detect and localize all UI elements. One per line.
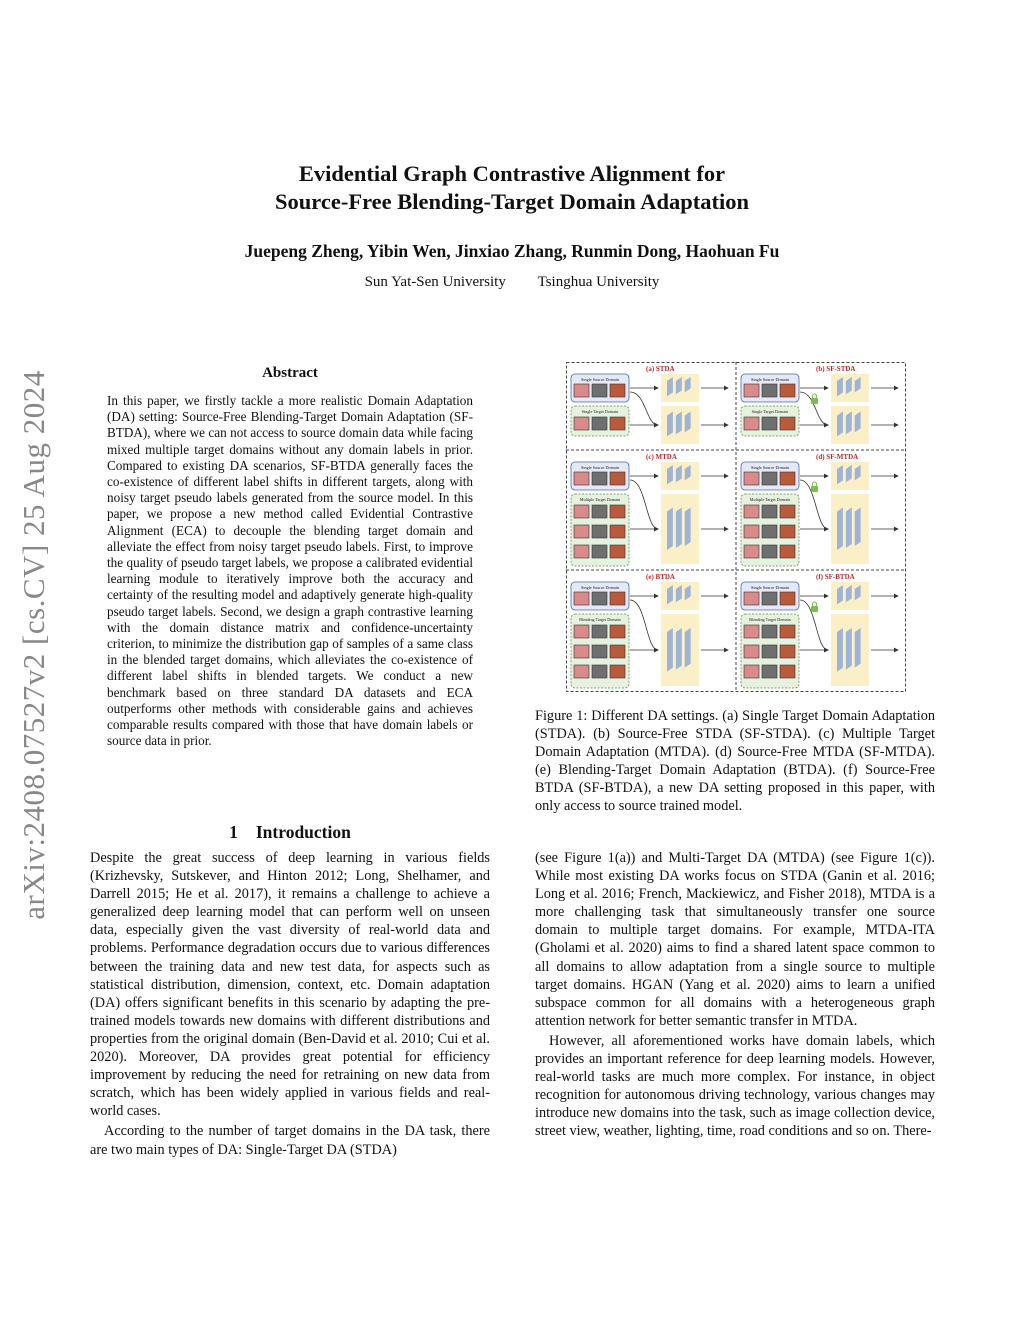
target-model-layer	[837, 412, 843, 437]
target-sample-image	[762, 417, 777, 430]
source-sample-image	[574, 384, 589, 397]
target-sample-image	[610, 625, 625, 638]
target-sample-image	[610, 525, 625, 538]
panel-title: (c) MTDA	[646, 453, 677, 461]
source-sample-image	[592, 384, 607, 397]
target-sample-image	[780, 505, 795, 518]
source-sample-image	[762, 384, 777, 397]
target-sample-image	[762, 505, 777, 518]
target-domain-box-label: Blending Target Domain	[579, 617, 621, 622]
target-sample-image	[780, 545, 795, 558]
section-number: 1	[229, 822, 238, 842]
source-sample-image	[610, 592, 625, 605]
source-sample-image	[780, 384, 795, 397]
source-sample-image	[762, 592, 777, 605]
flow-arrow	[630, 600, 658, 650]
paper-title	[0, 160, 1024, 216]
target-model-layer	[855, 628, 861, 668]
target-sample-image	[780, 665, 795, 678]
left-column-body	[90, 849, 490, 1159]
source-domain-box-label: Single Source Domain	[581, 585, 619, 590]
source-sample-image	[574, 472, 589, 485]
flow-arrow	[630, 480, 658, 529]
lock-icon	[811, 398, 818, 404]
target-sample-image	[574, 525, 589, 538]
source-sample-image	[592, 592, 607, 605]
panel-title: (b) SF-STDA	[816, 365, 856, 373]
target-domain-box-label: Single Target Domain	[751, 409, 789, 414]
target-sample-image	[592, 665, 607, 678]
target-model-layer	[846, 628, 852, 670]
source-sample-image	[780, 592, 795, 605]
target-domain-box-label: Multiple Target Domain	[579, 497, 621, 502]
affiliation-1: Sun Yat-Sen University	[364, 274, 506, 290]
target-sample-image	[592, 545, 607, 558]
target-sample-image	[610, 505, 625, 518]
target-sample-image	[592, 625, 607, 638]
abstract-heading: Abstract	[262, 365, 318, 381]
panel-title: (d) SF-MTDA	[816, 453, 859, 461]
figure-canvas	[566, 362, 906, 692]
target-model-layer	[685, 508, 691, 547]
target-sample-image	[762, 625, 777, 638]
target-model-layer	[667, 508, 673, 551]
source-sample-image	[780, 472, 795, 485]
target-sample-image	[762, 665, 777, 678]
flow-arrow	[630, 392, 658, 425]
author-list: Juepeng Zheng, Yibin Wen, Jinxiao Zhang, Runmin Dong, Haohuan Fu	[244, 241, 780, 261]
target-sample-image	[762, 525, 777, 538]
target-sample-image	[574, 545, 589, 558]
source-domain-box-label: Single Source Domain	[751, 465, 789, 470]
target-model-layer	[846, 412, 852, 435]
target-sample-image	[744, 417, 759, 430]
title-line-2: Source-Free Blending-Target Domain Adaptation	[275, 189, 749, 214]
panel-title: (e) BTDA	[646, 573, 675, 581]
target-model-layer	[676, 508, 682, 549]
source-sample-image	[610, 472, 625, 485]
source-sample-image	[744, 592, 759, 605]
target-sample-image	[574, 505, 589, 518]
target-sample-image	[610, 665, 625, 678]
target-model-layer	[855, 508, 861, 547]
target-sample-image	[780, 625, 795, 638]
target-model-layer	[837, 508, 843, 551]
source-domain-box-label: Single Source Domain	[581, 465, 619, 470]
lock-icon	[813, 482, 817, 486]
source-domain-box-label: Single Source Domain	[751, 377, 789, 382]
target-model-layer	[846, 508, 852, 549]
target-sample-image	[574, 625, 589, 638]
affiliation-2: Tsinghua University	[537, 274, 660, 290]
target-domain-box-label: Blending Target Domain	[749, 617, 791, 622]
target-sample-image	[610, 645, 625, 658]
lock-icon	[813, 602, 817, 606]
target-sample-image	[574, 645, 589, 658]
right-column-body	[535, 849, 935, 1141]
target-sample-image	[610, 417, 625, 430]
target-model-layer	[837, 628, 843, 672]
target-sample-image	[610, 545, 625, 558]
target-sample-image	[744, 525, 759, 538]
target-sample-image	[574, 417, 589, 430]
target-model-layer	[676, 628, 682, 670]
target-sample-image	[592, 417, 607, 430]
figure-caption: Figure 1: Different DA settings. (a) Single Target Domain Adaptation (STDA). (b) Source-Free STDA (SF-STDA). (c) Multiple Target Domain Adaptation (MTDA). (d) Source-Free MTDA (SF-MTDA). (e) Blending-Target Domain Adaptation (BTDA). (f) Source-Free BTDA (SF-BTDA), a new DA setting proposed in this paper, with only access to source trained model.	[535, 708, 935, 815]
target-sample-image	[744, 645, 759, 658]
source-sample-image	[574, 592, 589, 605]
paragraph: According to the number of target domains in the DA task, there are two main types of DA: Single-Target DA (STDA)	[90, 1123, 490, 1158]
section-title: Introduction	[255, 822, 351, 842]
source-sample-image	[744, 384, 759, 397]
lock-icon	[813, 394, 817, 398]
source-sample-image	[762, 472, 777, 485]
target-model-layer	[667, 628, 673, 672]
abstract-text: In this paper, we firstly tackle a more realistic Domain Adaptation (DA) setting: Source-Free Blending-Target Domain Adaptation (SF-BTDA), where we can not access to source domain data while facing mixed multiple target domains without any domain labels in prior. Compared to existing DA scenarios, SF-BTDA generally faces the co-existence of different label shifts in different targets, along with noisy target pseudo labels generated from the source model. In this paper, we propose a new method called Evidential Contrastive Alignment (ECA) to decouple the blending target domain and alleviate the effect from noisy target pseudo labels. First, to improve the quality of pseudo target labels, we propose a calibrated evidential learning module to iteratively improve both the accuracy and certainty of the resulting model and adaptively generate high-quality pseudo target labels. Second, we design a graph contrastive learning with the domain distance matrix and confidence-uncertainty criterion, to minimize the distribution gap of samples of a same class in the blended target domains, which alleviates the co-existence of different label shifts in blended targets. We conduct a new benchmark based on three standard DA datasets and ECA outperforms other methods with considerable gains and achieves comparable results compared with those that have domain labels or source data in prior.	[107, 393, 473, 749]
target-model-layer	[685, 628, 691, 668]
source-domain-box-label: Single Source Domain	[751, 585, 789, 590]
title-line-1: Evidential Graph Contrastive Alignment for	[298, 161, 726, 186]
paragraph: Despite the great success of deep learning in various fields (Krizhevsky, Sutskever, and Hinton 2012; Long, Shelhamer, and Darrell 2015; He et al. 2017), it remains a challenge to achieve a generalized deep learning model that can perform well on unseen data, especially given the vast diversity of real-world data and problems. Performance degradation occurs due to various differences between the training data and new test data, for aspects such as statistical distribution, dimension, context, etc. Domain adaptation (DA) offers significant benefits in this scenario by adapting the pre-trained models towards new domains with different distributions and properties from the original domain (Ben-David et al. 2010; Cui et al. 2020). Moreover, DA provides great potential for efficiency improvement by reducing the need for retraining on new data from scratch, which has been widely applied in various fields and real-world cases.	[90, 850, 490, 1120]
target-sample-image	[762, 545, 777, 558]
arxiv-identifier: arXiv:2408.07527v2 [cs.CV] 25 Aug 2024	[16, 370, 51, 920]
target-sample-image	[762, 645, 777, 658]
target-domain-box-label: Multiple Target Domain	[749, 497, 791, 502]
flow-arrow	[800, 392, 828, 425]
target-sample-image	[592, 645, 607, 658]
target-sample-image	[592, 505, 607, 518]
source-sample-image	[592, 472, 607, 485]
source-sample-image	[610, 384, 625, 397]
target-sample-image	[780, 645, 795, 658]
target-sample-image	[744, 545, 759, 558]
target-model-layer	[667, 412, 673, 437]
target-domain-box-label: Single Target Domain	[581, 409, 619, 414]
paragraph: (see Figure 1(a)) and Multi-Target DA (MTDA) (see Figure 1(c)). While most existing DA works focus on STDA (Ganin et al. 2016; Long et al. 2016; French, Mackiewicz, and Fisher 2018), MTDA is a more challenging task that simultaneously transfer one source domain to multiple target domains. For example, MTDA-ITA (Gholami et al. 2020) aims to find a shared latent space common to all domains to allow adaptation from a single source to multiple target domains. HGAN (Yang et al. 2020) aims to learn a unified subspace common for all domains with a heterogeneous graph attention network for better semantic transfer in MTDA.	[535, 850, 935, 1029]
panel-title: (a) STDA	[646, 365, 675, 373]
source-sample-image	[744, 472, 759, 485]
target-sample-image	[574, 665, 589, 678]
target-model-layer	[676, 412, 682, 435]
figure-da-settings	[566, 362, 906, 692]
target-sample-image	[780, 525, 795, 538]
source-domain-box-label: Single Source Domain	[581, 377, 619, 382]
panel-title: (f) SF-BTDA	[816, 573, 855, 581]
affiliations	[0, 274, 1024, 291]
target-sample-image	[780, 417, 795, 430]
lock-icon	[811, 606, 818, 612]
target-sample-image	[744, 625, 759, 638]
target-sample-image	[744, 665, 759, 678]
lock-icon	[811, 486, 818, 492]
target-sample-image	[592, 525, 607, 538]
target-sample-image	[744, 505, 759, 518]
section-heading	[90, 822, 490, 843]
paragraph: However, all aforementioned works have domain labels, which provides an important reference for deep learning models. However, real-world tasks are much more complex. For instance, in object recognition for autonomous driving technology, various changes may introduce new domains into the task, such as image collection device, street view, weather, lighting, time, road conditions and so on. There-	[535, 1032, 935, 1140]
